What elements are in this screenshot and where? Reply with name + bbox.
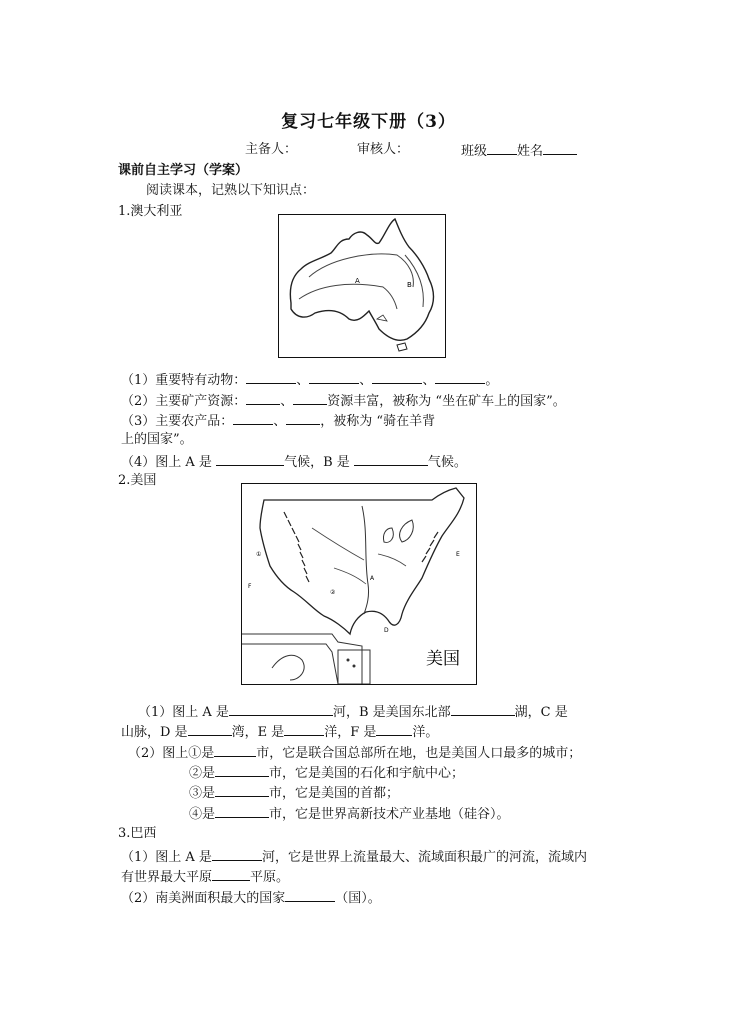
brazil-q1	[121, 848, 587, 866]
q4-suffix: 气候。	[427, 455, 467, 470]
lake-b-blank[interactable]	[451, 703, 515, 716]
usa-q2	[128, 744, 581, 762]
usa-q2-c-suffix: 市，它是美国的首都；	[269, 786, 400, 801]
animal-blank-2[interactable]	[309, 371, 359, 384]
hawaii-island	[347, 659, 350, 662]
climate-a-blank[interactable]	[216, 453, 284, 466]
map-label-d: D	[384, 627, 389, 634]
usa-q2-b	[189, 764, 464, 782]
q2-suffix: 资源丰富，被称为 “坐在矿车上的国家”。	[327, 394, 566, 409]
hawaii-island	[353, 665, 356, 668]
usa-q1-e: 湾，E 是	[231, 725, 285, 740]
usa-q1	[138, 703, 568, 721]
q4-mid: 气候，B 是	[284, 455, 350, 470]
usa-q2-d-suffix: 市，它是世界高新技术产业基地（硅谷）。	[269, 807, 510, 822]
q2-label: （2）主要矿产资源：	[121, 394, 247, 409]
brazil-heading: 3.巴西	[118, 826, 157, 841]
map-label-e: E	[456, 551, 460, 558]
mineral-blank-1[interactable]	[246, 392, 280, 405]
amazon-blank[interactable]	[212, 848, 262, 861]
australia-map	[278, 214, 446, 358]
brazil-q2-a: （2）南美洲面积最大的国家	[121, 891, 286, 906]
class-blank[interactable]	[487, 142, 517, 155]
map-label-a: A	[370, 575, 375, 582]
usa-q1-c: 湖，C 是	[514, 705, 568, 720]
name-label: 姓名	[517, 144, 544, 159]
class-name-line	[461, 142, 577, 160]
usa-q2-b-suffix: 市，它是美国的石化和宇航中心；	[269, 766, 465, 781]
country-blank[interactable]	[285, 889, 335, 902]
brazil-q2	[121, 889, 381, 907]
climate-boundary-1	[309, 254, 413, 287]
product-blank-1[interactable]	[233, 412, 273, 425]
product-blank-2[interactable]	[286, 412, 320, 425]
map-label-city-1: ①	[256, 551, 262, 558]
usa-outline	[260, 488, 464, 634]
usa-q1-g: 洋。	[412, 725, 439, 740]
class-label: 班级	[461, 144, 488, 159]
separator: 、	[296, 373, 310, 388]
australia-q4	[121, 453, 467, 471]
separator: 、	[359, 373, 373, 388]
map-label-b: B	[407, 281, 412, 289]
usa-q2-d-label: ④是	[189, 807, 216, 822]
intro-text: 阅读课本，记熟以下知识点：	[146, 183, 316, 198]
brazil-q1-b: 河，它是世界上流量最大、流域面积最广的河流，流域内	[261, 850, 587, 865]
section-heading: 课前自主学习（学案）	[118, 163, 249, 178]
q3-suffix: ，被称为 “骑在羊背	[320, 414, 436, 429]
tasmania-outline	[397, 343, 407, 351]
brazil-q1-c: 有世界最大平原	[121, 870, 213, 885]
river-a-blank[interactable]	[229, 703, 333, 716]
usa-q2-c	[189, 784, 399, 802]
brazil-q1-cont	[121, 868, 289, 886]
page-title: 复习七年级下册（3）	[281, 112, 456, 132]
mississippi-river	[362, 506, 369, 614]
plain-blank[interactable]	[212, 868, 250, 881]
q3-label: （3）主要农产品：	[121, 414, 234, 429]
separator: 、	[273, 414, 287, 429]
city-2-blank[interactable]	[215, 764, 269, 777]
usa-q1-cont	[121, 723, 438, 741]
climate-boundary-2	[299, 284, 397, 309]
usa-q2-b-label: ②是	[189, 766, 216, 781]
ocean-f-blank[interactable]	[376, 723, 412, 736]
gulf-d-blank[interactable]	[188, 723, 232, 736]
animal-blank-4[interactable]	[435, 371, 485, 384]
australia-outline	[290, 219, 433, 340]
australia-q3-cont: 上的国家”。	[121, 432, 193, 447]
map-label-city-2: ②	[330, 589, 336, 596]
rocky-mountains	[284, 512, 309, 582]
australia-heading: 1.澳大利亚	[118, 204, 183, 219]
usa-heading: 2.美国	[118, 473, 157, 488]
usa-map	[241, 483, 477, 685]
usa-q1-b: 河，B 是美国东北部	[332, 705, 451, 720]
city-4-blank[interactable]	[215, 805, 269, 818]
usa-q2-c-label: ③是	[189, 786, 216, 801]
city-1-blank[interactable]	[214, 744, 256, 757]
preparer-label: 主备人：	[245, 142, 298, 157]
q4-label: （4）图上 A 是	[121, 455, 212, 470]
brazil-q2-b: （国）。	[335, 891, 381, 906]
brazil-q1-a: （1）图上 A 是	[121, 850, 212, 865]
tributaries	[312, 528, 406, 584]
usa-q1-f: 洋，F 是	[324, 725, 377, 740]
usa-q2-a-suffix: 市，它是联合国总部所在地，也是美国人口最多的城市；	[256, 746, 582, 761]
australia-q2	[121, 392, 566, 410]
brazil-q1-d: 平原。	[250, 870, 290, 885]
separator: 、	[280, 394, 294, 409]
australia-q3	[121, 412, 435, 430]
climate-b-blank[interactable]	[354, 453, 428, 466]
usa-q2-d	[189, 805, 510, 823]
usa-q1-a: （1）图上 A 是	[138, 705, 229, 720]
usa-q1-d: 山脉，D 是	[121, 725, 188, 740]
period: 。	[485, 373, 499, 388]
australia-q1	[121, 371, 498, 389]
alaska-inset-frame	[242, 634, 362, 684]
reviewer-label: 审核人：	[357, 142, 410, 157]
usa-q2-a: （2）图上①是	[128, 746, 215, 761]
alaska-outline	[272, 655, 304, 680]
mineral-blank-2[interactable]	[293, 392, 327, 405]
animal-blank-3[interactable]	[372, 371, 422, 384]
usa-map-title: 美国	[426, 649, 460, 669]
coast-detail	[377, 315, 387, 321]
ocean-e-blank[interactable]	[284, 723, 324, 736]
separator: 、	[422, 373, 436, 388]
name-blank[interactable]	[543, 142, 577, 155]
animal-blank-1[interactable]	[246, 371, 296, 384]
city-3-blank[interactable]	[215, 784, 269, 797]
map-label-f: F	[248, 583, 252, 590]
q1-label: （1）重要特有动物：	[121, 373, 247, 388]
great-lakes	[383, 520, 413, 542]
map-label-a: A	[355, 277, 360, 285]
